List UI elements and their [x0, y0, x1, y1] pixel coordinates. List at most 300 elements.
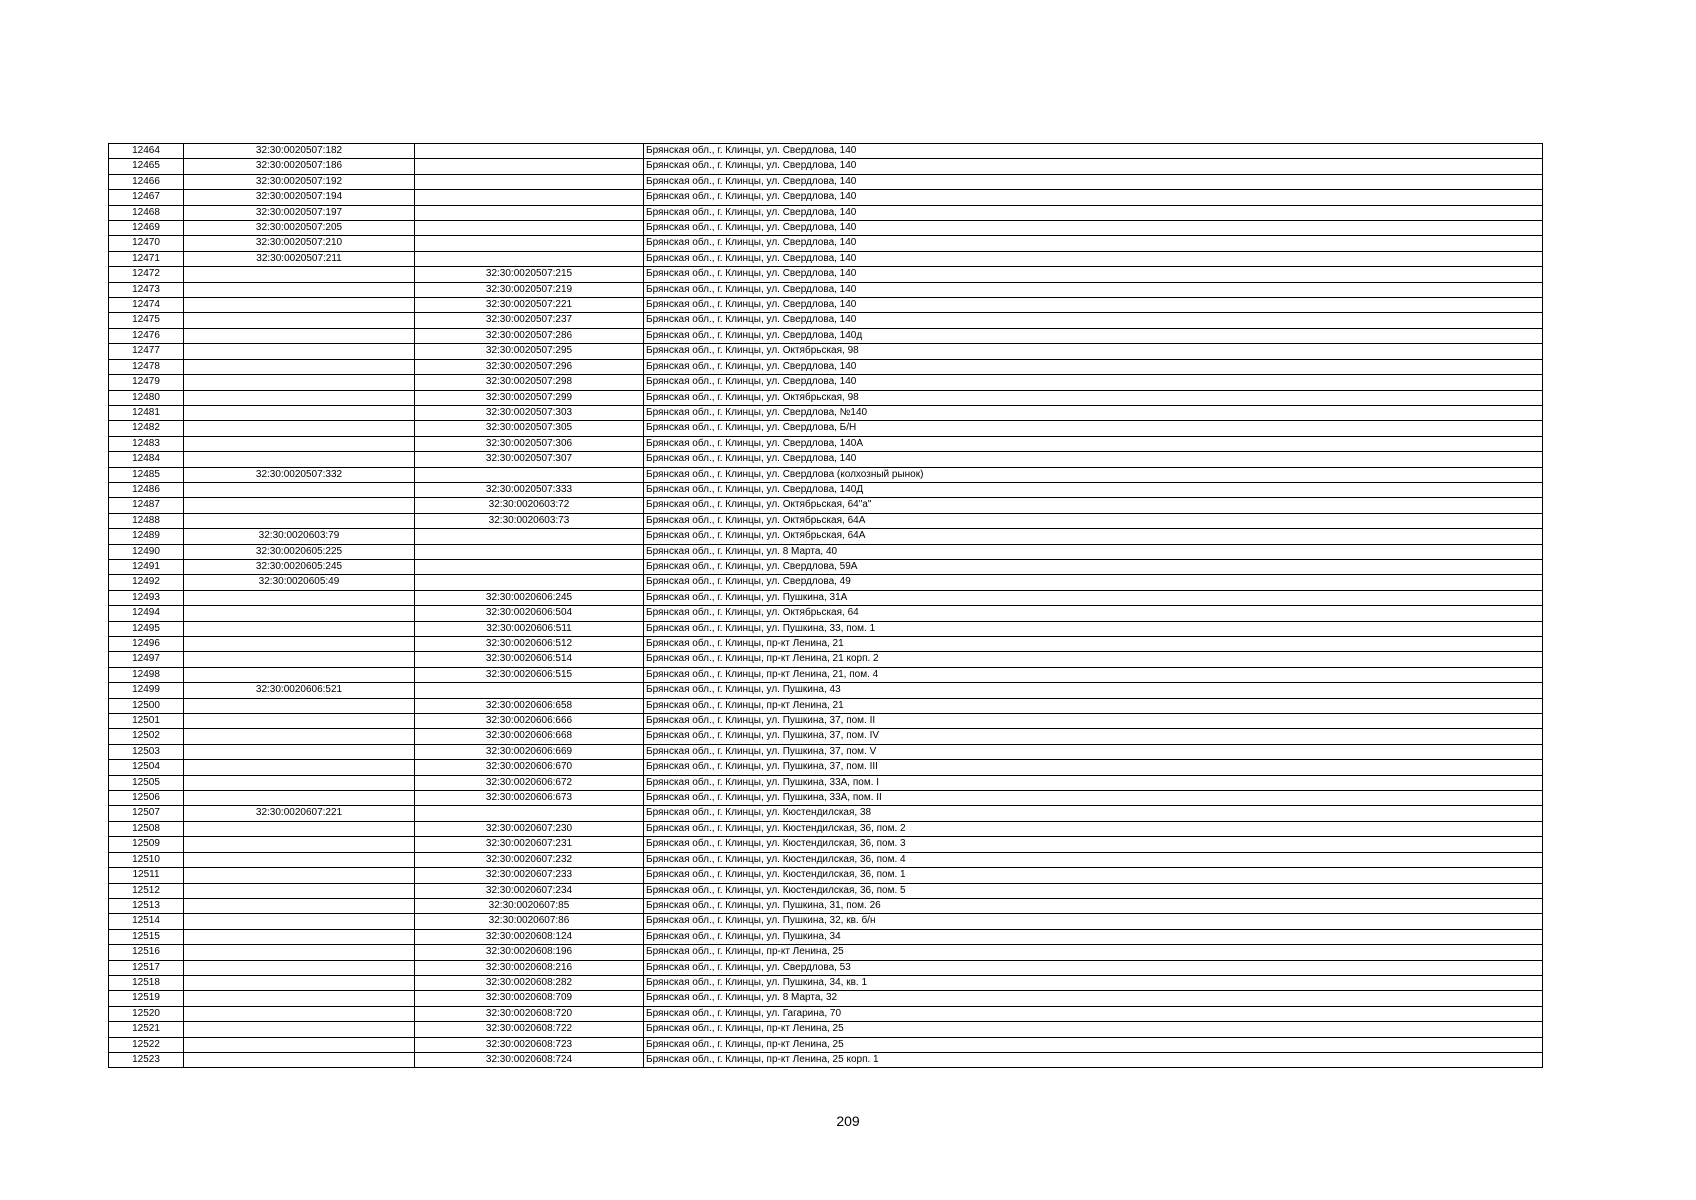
cadastral-number-cell [184, 929, 415, 944]
row-number-cell: 12518 [109, 975, 184, 990]
table-row [109, 282, 1543, 297]
address-cell: Брянская обл., г. Клинцы, ул. Кюстендилская, 36, пом. 2 [644, 821, 1543, 836]
address-cell: Брянская обл., г. Клинцы, пр-кт Ленина, 21, пом. 4 [644, 667, 1543, 682]
cadastral-number-alt-cell: 32:30:0020607:232 [415, 852, 644, 867]
cadastral-number-alt-cell: 32:30:0020607:234 [415, 883, 644, 898]
cadastral-number-alt-cell: 32:30:0020606:512 [415, 637, 644, 652]
cadastral-number-cell: 32:30:0020603:79 [184, 529, 415, 544]
address-cell: Брянская обл., г. Клинцы, ул. Свердлова, 140 [644, 282, 1543, 297]
row-number-cell: 12489 [109, 529, 184, 544]
table-row [109, 328, 1543, 343]
row-number-cell: 12488 [109, 513, 184, 528]
cadastral-number-alt-cell: 32:30:0020606:515 [415, 667, 644, 682]
cadastral-number-cell [184, 960, 415, 975]
row-number-cell: 12516 [109, 945, 184, 960]
cadastral-number-alt-cell: 32:30:0020608:124 [415, 929, 644, 944]
cadastral-number-alt-cell: 32:30:0020608:196 [415, 945, 644, 960]
cadastral-number-cell [184, 883, 415, 898]
cadastral-number-cell: 32:30:0020607:221 [184, 806, 415, 821]
cadastral-number-cell [184, 760, 415, 775]
cadastral-number-cell [184, 375, 415, 390]
address-cell: Брянская обл., г. Клинцы, ул. Свердлова, 49 [644, 575, 1543, 590]
cadastral-number-alt-cell: 32:30:0020608:709 [415, 991, 644, 1006]
cadastral-number-cell [184, 498, 415, 513]
table-row [109, 174, 1543, 189]
cadastral-number-alt-cell [415, 174, 644, 189]
table-row [109, 544, 1543, 559]
cadastral-number-alt-cell [415, 544, 644, 559]
row-number-cell: 12512 [109, 883, 184, 898]
cadastral-number-cell [184, 914, 415, 929]
cadastral-number-cell: 32:30:0020605:225 [184, 544, 415, 559]
cadastral-number-cell [184, 791, 415, 806]
cadastral-number-alt-cell: 32:30:0020607:231 [415, 837, 644, 852]
cadastral-number-alt-cell: 32:30:0020507:298 [415, 375, 644, 390]
cadastral-number-alt-cell: 32:30:0020603:72 [415, 498, 644, 513]
row-number-cell: 12464 [109, 144, 184, 159]
row-number-cell: 12504 [109, 760, 184, 775]
table-row [109, 559, 1543, 574]
address-cell: Брянская обл., г. Клинцы, ул. Свердлова, 140 [644, 298, 1543, 313]
address-cell: Брянская обл., г. Клинцы, пр-кт Ленина, 21 [644, 637, 1543, 652]
row-number-cell: 12492 [109, 575, 184, 590]
table-row [109, 1022, 1543, 1037]
cadastral-number-alt-cell [415, 144, 644, 159]
table-row [109, 513, 1543, 528]
row-number-cell: 12467 [109, 190, 184, 205]
table-row [109, 898, 1543, 913]
cadastral-number-cell [184, 667, 415, 682]
address-cell: Брянская обл., г. Клинцы, ул. Октябрьская, 64А [644, 513, 1543, 528]
cadastral-number-cell [184, 714, 415, 729]
table-row [109, 714, 1543, 729]
address-cell: Брянская обл., г. Клинцы, ул. Октябрьская, 98 [644, 390, 1543, 405]
address-cell: Брянская обл., г. Клинцы, ул. Пушкина, 37, пом. IV [644, 729, 1543, 744]
table-row [109, 852, 1543, 867]
table-row [109, 991, 1543, 1006]
cadastral-number-alt-cell: 32:30:0020607:86 [415, 914, 644, 929]
cadastral-number-alt-cell: 32:30:0020608:216 [415, 960, 644, 975]
row-number-cell: 12473 [109, 282, 184, 297]
address-cell: Брянская обл., г. Клинцы, ул. Пушкина, 32, кв. б/н [644, 914, 1543, 929]
cadastral-number-cell [184, 1006, 415, 1021]
row-number-cell: 12465 [109, 159, 184, 174]
row-number-cell: 12511 [109, 868, 184, 883]
address-cell: Брянская обл., г. Клинцы, ул. Пушкина, 34, кв. 1 [644, 975, 1543, 990]
address-cell: Брянская обл., г. Клинцы, ул. Пушкина, 37, пом. V [644, 744, 1543, 759]
table-row [109, 190, 1543, 205]
cadastral-number-alt-cell: 32:30:0020608:724 [415, 1052, 644, 1067]
address-cell: Брянская обл., г. Клинцы, ул. Свердлова, 140 [644, 144, 1543, 159]
cadastral-number-cell [184, 775, 415, 790]
table-row [109, 436, 1543, 451]
address-cell: Брянская обл., г. Клинцы, ул. Кюстендилская, 38 [644, 806, 1543, 821]
cadastral-number-cell: 32:30:0020507:182 [184, 144, 415, 159]
cadastral-number-cell [184, 390, 415, 405]
table-row [109, 698, 1543, 713]
address-cell: Брянская обл., г. Клинцы, ул. Октябрьская, 64"а" [644, 498, 1543, 513]
row-number-cell: 12487 [109, 498, 184, 513]
row-number-cell: 12490 [109, 544, 184, 559]
row-number-cell: 12509 [109, 837, 184, 852]
cadastral-number-cell: 32:30:0020605:49 [184, 575, 415, 590]
table-row [109, 359, 1543, 374]
row-number-cell: 12503 [109, 744, 184, 759]
cadastral-number-alt-cell: 32:30:0020606:504 [415, 606, 644, 621]
cadastral-number-alt-cell [415, 806, 644, 821]
cadastral-number-cell: 32:30:0020507:186 [184, 159, 415, 174]
address-cell: Брянская обл., г. Клинцы, ул. Пушкина, 43 [644, 683, 1543, 698]
address-cell: Брянская обл., г. Клинцы, пр-кт Ленина, 25 корп. 1 [644, 1052, 1543, 1067]
address-cell: Брянская обл., г. Клинцы, ул. Свердлова, 140 [644, 452, 1543, 467]
cadastral-number-cell [184, 606, 415, 621]
table-row [109, 313, 1543, 328]
cadastral-number-cell [184, 837, 415, 852]
row-number-cell: 12517 [109, 960, 184, 975]
address-cell: Брянская обл., г. Клинцы, ул. Кюстендилская, 36, пом. 5 [644, 883, 1543, 898]
address-cell: Брянская обл., г. Клинцы, ул. Свердлова (колхозный рынок) [644, 467, 1543, 482]
cadastral-number-alt-cell: 32:30:0020507:299 [415, 390, 644, 405]
table-row [109, 221, 1543, 236]
row-number-cell: 12500 [109, 698, 184, 713]
row-number-cell: 12507 [109, 806, 184, 821]
cadastral-number-alt-cell [415, 251, 644, 266]
cadastral-number-alt-cell: 32:30:0020507:333 [415, 482, 644, 497]
cadastral-number-cell [184, 344, 415, 359]
address-cell: Брянская обл., г. Клинцы, ул. Свердлова, 140 [644, 205, 1543, 220]
address-cell: Брянская обл., г. Клинцы, ул. Свердлова, 53 [644, 960, 1543, 975]
address-cell: Брянская обл., г. Клинцы, ул. Свердлова, 140 [644, 159, 1543, 174]
cadastral-number-alt-cell: 32:30:0020607:233 [415, 868, 644, 883]
cadastral-number-alt-cell: 32:30:0020507:307 [415, 452, 644, 467]
cadastral-number-cell: 32:30:0020507:205 [184, 221, 415, 236]
address-cell: Брянская обл., г. Клинцы, ул. Свердлова, 140 [644, 174, 1543, 189]
row-number-cell: 12484 [109, 452, 184, 467]
row-number-cell: 12493 [109, 590, 184, 605]
cadastral-number-cell [184, 359, 415, 374]
row-number-cell: 12481 [109, 405, 184, 420]
address-cell: Брянская обл., г. Клинцы, ул. Пушкина, 34 [644, 929, 1543, 944]
row-number-cell: 12522 [109, 1037, 184, 1052]
row-number-cell: 12497 [109, 652, 184, 667]
row-number-cell: 12478 [109, 359, 184, 374]
address-cell: Брянская обл., г. Клинцы, ул. Октябрьская, 64 [644, 606, 1543, 621]
table-row [109, 405, 1543, 420]
cadastral-number-cell: 32:30:0020606:521 [184, 683, 415, 698]
cadastral-number-alt-cell [415, 575, 644, 590]
cadastral-number-cell [184, 282, 415, 297]
table-row [109, 821, 1543, 836]
registry-body [109, 144, 1543, 1068]
table-row [109, 498, 1543, 513]
cadastral-number-cell [184, 729, 415, 744]
row-number-cell: 12491 [109, 559, 184, 574]
row-number-cell: 12505 [109, 775, 184, 790]
cadastral-number-alt-cell: 32:30:0020607:85 [415, 898, 644, 913]
row-number-cell: 12519 [109, 991, 184, 1006]
row-number-cell: 12472 [109, 267, 184, 282]
cadastral-number-cell: 32:30:0020507:332 [184, 467, 415, 482]
row-number-cell: 12483 [109, 436, 184, 451]
cadastral-number-cell: 32:30:0020507:211 [184, 251, 415, 266]
cadastral-number-alt-cell [415, 236, 644, 251]
cadastral-number-cell [184, 452, 415, 467]
cadastral-number-alt-cell: 32:30:0020507:306 [415, 436, 644, 451]
cadastral-number-alt-cell: 32:30:0020606:666 [415, 714, 644, 729]
row-number-cell: 12496 [109, 637, 184, 652]
address-cell: Брянская обл., г. Клинцы, ул. Пушкина, 33, пом. 1 [644, 621, 1543, 636]
cadastral-number-cell: 32:30:0020507:194 [184, 190, 415, 205]
address-cell: Брянская обл., г. Клинцы, ул. Свердлова, №140 [644, 405, 1543, 420]
cadastral-number-cell [184, 590, 415, 605]
table-row [109, 914, 1543, 929]
address-cell: Брянская обл., г. Клинцы, ул. Пушкина, 37, пом. II [644, 714, 1543, 729]
cadastral-number-cell [184, 898, 415, 913]
table-row [109, 791, 1543, 806]
row-number-cell: 12482 [109, 421, 184, 436]
cadastral-number-alt-cell [415, 190, 644, 205]
cadastral-number-alt-cell: 32:30:0020606:245 [415, 590, 644, 605]
cadastral-number-alt-cell: 32:30:0020606:668 [415, 729, 644, 744]
cadastral-number-cell [184, 652, 415, 667]
table-row [109, 375, 1543, 390]
cadastral-number-cell [184, 852, 415, 867]
cadastral-number-alt-cell: 32:30:0020507:286 [415, 328, 644, 343]
address-cell: Брянская обл., г. Клинцы, ул. Свердлова, 140 [644, 236, 1543, 251]
cadastral-number-alt-cell: 32:30:0020507:215 [415, 267, 644, 282]
row-number-cell: 12520 [109, 1006, 184, 1021]
table-row [109, 529, 1543, 544]
cadastral-number-cell [184, 1052, 415, 1067]
address-cell: Брянская обл., г. Клинцы, ул. Пушкина, 33А, пом. II [644, 791, 1543, 806]
address-cell: Брянская обл., г. Клинцы, ул. Свердлова, 140 [644, 359, 1543, 374]
table-row [109, 729, 1543, 744]
cadastral-number-cell [184, 513, 415, 528]
row-number-cell: 12470 [109, 236, 184, 251]
cadastral-number-cell [184, 975, 415, 990]
cadastral-number-cell [184, 621, 415, 636]
cadastral-number-alt-cell: 32:30:0020606:511 [415, 621, 644, 636]
table-row [109, 868, 1543, 883]
table-row [109, 267, 1543, 282]
address-cell: Брянская обл., г. Клинцы, ул. Кюстендилская, 36, пом. 4 [644, 852, 1543, 867]
row-number-cell: 12479 [109, 375, 184, 390]
table-row [109, 1052, 1543, 1067]
cadastral-number-cell [184, 298, 415, 313]
row-number-cell: 12501 [109, 714, 184, 729]
row-number-cell: 12502 [109, 729, 184, 744]
row-number-cell: 12474 [109, 298, 184, 313]
table-row [109, 1006, 1543, 1021]
row-number-cell: 12471 [109, 251, 184, 266]
row-number-cell: 12485 [109, 467, 184, 482]
table-row [109, 144, 1543, 159]
cadastral-number-alt-cell [415, 205, 644, 220]
row-number-cell: 12499 [109, 683, 184, 698]
address-cell: Брянская обл., г. Клинцы, ул. Пушкина, 33А, пом. I [644, 775, 1543, 790]
cadastral-number-cell [184, 991, 415, 1006]
row-number-cell: 12514 [109, 914, 184, 929]
table-row [109, 298, 1543, 313]
row-number-cell: 12506 [109, 791, 184, 806]
cadastral-number-cell [184, 421, 415, 436]
table-row [109, 775, 1543, 790]
table-row [109, 1037, 1543, 1052]
cadastral-number-cell [184, 744, 415, 759]
address-cell: Брянская обл., г. Клинцы, ул. Свердлова, 140А [644, 436, 1543, 451]
cadastral-number-cell [184, 1037, 415, 1052]
table-row [109, 652, 1543, 667]
table-row [109, 960, 1543, 975]
cadastral-number-alt-cell: 32:30:0020603:73 [415, 513, 644, 528]
cadastral-number-cell [184, 405, 415, 420]
table-row [109, 590, 1543, 605]
row-number-cell: 12521 [109, 1022, 184, 1037]
cadastral-number-alt-cell [415, 559, 644, 574]
table-row [109, 929, 1543, 944]
table-row [109, 205, 1543, 220]
table-row [109, 975, 1543, 990]
address-cell: Брянская обл., г. Клинцы, ул. 8 Марта, 40 [644, 544, 1543, 559]
cadastral-number-alt-cell [415, 221, 644, 236]
cadastral-number-alt-cell: 32:30:0020607:230 [415, 821, 644, 836]
page-number: 209 [836, 1113, 860, 1129]
cadastral-number-cell: 32:30:0020507:197 [184, 205, 415, 220]
cadastral-number-alt-cell: 32:30:0020606:669 [415, 744, 644, 759]
cadastral-number-alt-cell: 32:30:0020606:670 [415, 760, 644, 775]
row-number-cell: 12508 [109, 821, 184, 836]
table-row [109, 683, 1543, 698]
table-row [109, 575, 1543, 590]
table-row [109, 806, 1543, 821]
cadastral-number-alt-cell: 32:30:0020606:672 [415, 775, 644, 790]
table-row [109, 344, 1543, 359]
table-row [109, 621, 1543, 636]
row-number-cell: 12476 [109, 328, 184, 343]
table-row [109, 760, 1543, 775]
address-cell: Брянская обл., г. Клинцы, ул. Свердлова, 140 [644, 375, 1543, 390]
address-cell: Брянская обл., г. Клинцы, ул. Гагарина, 70 [644, 1006, 1543, 1021]
address-cell: Брянская обл., г. Клинцы, ул. Свердлова, 59А [644, 559, 1543, 574]
cadastral-number-alt-cell: 32:30:0020507:305 [415, 421, 644, 436]
row-number-cell: 12495 [109, 621, 184, 636]
address-cell: Брянская обл., г. Клинцы, пр-кт Ленина, 25 [644, 945, 1543, 960]
cadastral-number-cell [184, 267, 415, 282]
address-cell: Брянская обл., г. Клинцы, ул. Свердлова, 140 [644, 190, 1543, 205]
cadastral-number-cell [184, 436, 415, 451]
row-number-cell: 12466 [109, 174, 184, 189]
row-number-cell: 12480 [109, 390, 184, 405]
address-cell: Брянская обл., г. Клинцы, ул. Октябрьская, 98 [644, 344, 1543, 359]
address-cell: Брянская обл., г. Клинцы, ул. Свердлова, Б/Н [644, 421, 1543, 436]
address-cell: Брянская обл., г. Клинцы, ул. Свердлова, 140д [644, 328, 1543, 343]
address-cell: Брянская обл., г. Клинцы, пр-кт Ленина, 21 корп. 2 [644, 652, 1543, 667]
table-row [109, 637, 1543, 652]
cadastral-number-alt-cell: 32:30:0020608:720 [415, 1006, 644, 1021]
cadastral-number-alt-cell: 32:30:0020507:295 [415, 344, 644, 359]
table-row [109, 390, 1543, 405]
table-row [109, 467, 1543, 482]
table-row [109, 667, 1543, 682]
cadastral-number-cell: 32:30:0020605:245 [184, 559, 415, 574]
address-cell: Брянская обл., г. Клинцы, пр-кт Ленина, 25 [644, 1022, 1543, 1037]
address-cell: Брянская обл., г. Клинцы, ул. Свердлова, 140 [644, 313, 1543, 328]
row-number-cell: 12469 [109, 221, 184, 236]
cadastral-number-alt-cell: 32:30:0020606:673 [415, 791, 644, 806]
cadastral-number-cell [184, 313, 415, 328]
address-cell: Брянская обл., г. Клинцы, пр-кт Ленина, 21 [644, 698, 1543, 713]
row-number-cell: 12515 [109, 929, 184, 944]
cadastral-number-cell [184, 868, 415, 883]
cadastral-number-alt-cell [415, 159, 644, 174]
row-number-cell: 12498 [109, 667, 184, 682]
cadastral-number-cell [184, 482, 415, 497]
address-cell: Брянская обл., г. Клинцы, ул. 8 Марта, 32 [644, 991, 1543, 1006]
cadastral-number-cell [184, 637, 415, 652]
cadastral-number-alt-cell: 32:30:0020608:723 [415, 1037, 644, 1052]
cadastral-number-alt-cell: 32:30:0020507:237 [415, 313, 644, 328]
cadastral-number-cell [184, 328, 415, 343]
address-cell: Брянская обл., г. Клинцы, пр-кт Ленина, 25 [644, 1037, 1543, 1052]
table-row [109, 945, 1543, 960]
row-number-cell: 12475 [109, 313, 184, 328]
address-cell: Брянская обл., г. Клинцы, ул. Кюстендилская, 36, пом. 1 [644, 868, 1543, 883]
row-number-cell: 12468 [109, 205, 184, 220]
table-row [109, 606, 1543, 621]
table-row [109, 744, 1543, 759]
table-row [109, 837, 1543, 852]
address-cell: Брянская обл., г. Клинцы, ул. Октябрьская, 64А [644, 529, 1543, 544]
cadastral-number-cell [184, 698, 415, 713]
cadastral-number-alt-cell: 32:30:0020606:514 [415, 652, 644, 667]
cadastral-number-alt-cell: 32:30:0020507:296 [415, 359, 644, 374]
address-cell: Брянская обл., г. Клинцы, ул. Свердлова, 140 [644, 267, 1543, 282]
cadastral-number-alt-cell: 32:30:0020608:722 [415, 1022, 644, 1037]
table-row [109, 482, 1543, 497]
address-cell: Брянская обл., г. Клинцы, ул. Кюстендилская, 36, пом. 3 [644, 837, 1543, 852]
row-number-cell: 12513 [109, 898, 184, 913]
cadastral-number-alt-cell: 32:30:0020608:282 [415, 975, 644, 990]
row-number-cell: 12523 [109, 1052, 184, 1067]
cadastral-number-alt-cell: 32:30:0020507:219 [415, 282, 644, 297]
address-cell: Брянская обл., г. Клинцы, ул. Свердлова, 140 [644, 221, 1543, 236]
cadastral-number-cell [184, 945, 415, 960]
address-cell: Брянская обл., г. Клинцы, ул. Пушкина, 31А [644, 590, 1543, 605]
cadastral-number-alt-cell [415, 529, 644, 544]
cadastral-number-cell: 32:30:0020507:210 [184, 236, 415, 251]
table-row [109, 251, 1543, 266]
cadastral-number-alt-cell: 32:30:0020606:658 [415, 698, 644, 713]
cadastral-number-alt-cell [415, 683, 644, 698]
table-row [109, 159, 1543, 174]
row-number-cell: 12477 [109, 344, 184, 359]
cadastral-number-alt-cell: 32:30:0020507:221 [415, 298, 644, 313]
table-row [109, 883, 1543, 898]
table-row [109, 452, 1543, 467]
address-cell: Брянская обл., г. Клинцы, ул. Пушкина, 31, пом. 26 [644, 898, 1543, 913]
table-row [109, 421, 1543, 436]
address-cell: Брянская обл., г. Клинцы, ул. Пушкина, 37, пом. III [644, 760, 1543, 775]
registry-table [108, 143, 1543, 1068]
address-cell: Брянская обл., г. Клинцы, ул. Свердлова, 140 [644, 251, 1543, 266]
address-cell: Брянская обл., г. Клинцы, ул. Свердлова, 140Д [644, 482, 1543, 497]
cadastral-number-cell: 32:30:0020507:192 [184, 174, 415, 189]
row-number-cell: 12486 [109, 482, 184, 497]
cadastral-number-alt-cell: 32:30:0020507:303 [415, 405, 644, 420]
row-number-cell: 12494 [109, 606, 184, 621]
table-row [109, 236, 1543, 251]
row-number-cell: 12510 [109, 852, 184, 867]
